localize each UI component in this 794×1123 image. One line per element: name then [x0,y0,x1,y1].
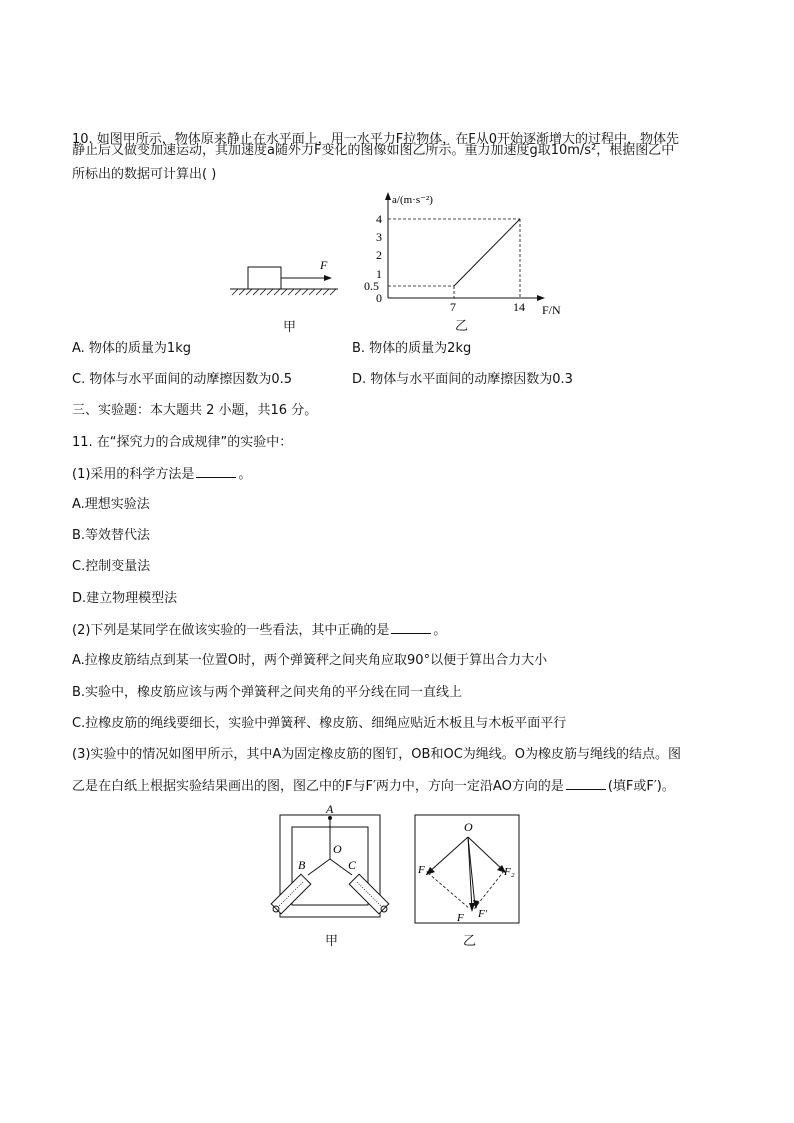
parallelogram-left [428,873,470,909]
force-label: F [320,258,328,272]
q11-stem: 11. 在“探究力的合成规律”的实验中： [72,435,293,450]
q10-line-2: 静止后又做变加速运动，其加速度a随外力F变化的图像如图乙所示。重力加速度g取10m/s²，根据图乙中 [72,143,675,158]
label-o: O [464,820,473,834]
y-tick-0: 0 [376,291,382,305]
q10-option-b: B. 物体的质量为2kg [352,341,472,356]
q11-p1-option-b: B.等效替代法 [72,528,151,543]
answer-blank-2[interactable] [391,621,431,634]
x-tick-14: 14 [513,300,525,314]
q11-part-3-text: 乙是在白纸上根据实验结果画出的图，图乙中的F与F′两力中，方向一定沿AO方向的是 [72,779,564,794]
x-axis-label: F/N [542,303,561,317]
y-tick-4: 4 [376,212,382,226]
q11-figure-forces [412,813,522,925]
q11-caption-jia: 甲 [325,934,339,949]
q11-part-2 [72,621,446,640]
answer-blank-3[interactable] [566,777,606,790]
q11-p2-option-c: C.拉橡皮筋的绳线要细长，实验中弹簧秤、橡皮筋、细绳应贴近木板且与木板平面平行 [72,716,567,731]
label-o: O [333,842,342,856]
q11-part-3-line-2 [72,777,675,796]
q11-part-1-end: 。 [238,467,252,482]
vector-f-head [469,903,475,912]
q10-option-c: C. 物体与水平面间的动摩擦因数为0.5 [72,372,293,387]
y-tick-1: 1 [376,267,382,281]
q10-caption-yi: 乙 [455,319,469,334]
q10-option-d: D. 物体与水平面间的动摩擦因数为0.3 [352,372,573,387]
label-f2: F₂ [504,866,515,878]
ground-hatch [232,289,336,295]
label-f: F [457,912,464,924]
vector-f1 [428,837,468,873]
q11-p2-option-b: B.实验中，橡皮筋应该与两个弹簧秤之间夹角的平分线在同一直线上 [72,685,463,700]
graph-line [454,219,520,286]
spring-scale-right [349,874,389,914]
force-arrowhead [324,275,332,281]
q10-line-3: 所标出的数据可计算出( ) [72,167,217,182]
x-tick-7: 7 [450,300,456,314]
q11-figure-apparatus [270,803,390,925]
q10-figure-block [228,255,343,300]
label-f-prime: F′ [478,908,488,920]
q11-p1-option-a: A.理想实验法 [72,497,150,512]
label-f1: F₁ [418,864,429,876]
q11-part-2-end: 。 [433,623,447,638]
y-axis-label: a/(m·s⁻²) [392,194,433,206]
q11-p1-option-d: D.建立物理模型法 [72,591,178,606]
y-tick-05: 0.5 [364,279,379,293]
q11-caption-yi: 乙 [463,934,477,949]
parallelogram-right [474,871,504,909]
q11-part-2-text: (2)下列是某同学在做该实验的一些看法，其中正确的是 [72,623,390,638]
label-c: C [348,858,357,872]
label-a: A [326,803,334,816]
string-ob [308,859,330,875]
answer-blank-1[interactable] [196,465,236,478]
q10-line-1: 10. 如图甲所示，物体原来静止在水平面上，用一水平力F拉物体，在F从0开始逐渐增大的过程中，物体先 [72,132,680,147]
q11-part-3-line-1: (3)实验中的情况如图甲所示，其中A为固定橡皮筋的图钉，OB和OC为绳线。O为橡皮筋与绳线的结点。图 [72,747,682,762]
x-axis-arrow [537,295,545,301]
section-3-heading: 三、实验题：本大题共 2 小题，共16 分。 [72,403,318,418]
q11-p2-option-a: A.拉橡皮筋结点到某一位置O时，两个弹簧秤之间夹角应取90°以便于算出合力大小 [72,653,548,668]
vector-f2 [468,837,504,871]
q11-part-1 [72,465,251,484]
y-tick-2: 2 [376,248,382,262]
label-b: B [298,858,306,872]
q10-option-a: A. 物体的质量为1kg [72,341,191,356]
y-tick-3: 3 [376,230,382,244]
q10-figure-graph [360,190,575,318]
q10-caption-jia: 甲 [283,320,297,335]
q11-p1-option-c: C.控制变量法 [72,559,151,574]
q11-part-3-end: (填F或F′)。 [607,779,675,794]
block [248,267,281,289]
q11-part-1-text: (1)采用的科学方法是 [72,467,195,482]
y-axis-arrow [385,192,391,200]
spring-scale-left [271,874,311,914]
